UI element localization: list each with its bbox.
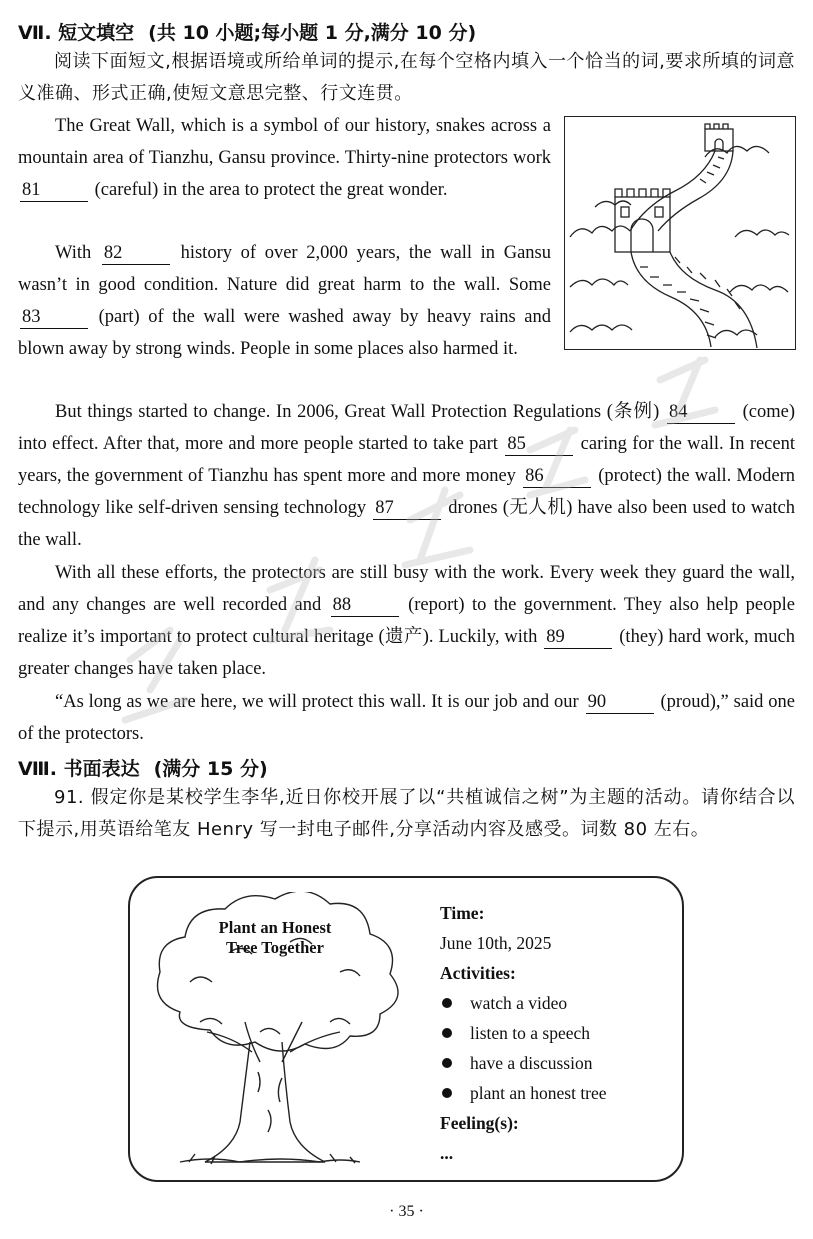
poster-title-line-1: Plant an Honest (218, 918, 332, 937)
blank-89[interactable]: 89 (544, 626, 612, 649)
writing-prompt: 91. 假定你是某校学生李华,近日你校开展了以“共植诚信之树”为主题的活动。请你结合以下提示,用英语给笔友 Henry 写一封电子邮件,分享活动内容及感受。词数 80 左右。 (18, 787, 795, 840)
blank-81[interactable]: 81 (20, 179, 88, 202)
p5-text-2: (proud),” said one of the protectors. (18, 692, 795, 744)
p4-text-1: With all these efforts, the protectors are still busy with the work. Every week they guard the wall, and any changes are well recorded and (18, 563, 795, 615)
p5-text-1: “As long as we are here, we will protect this wall. It is our job and our (55, 692, 584, 712)
p2-text-1: With (55, 243, 100, 263)
p2-text-2: history of over 2,000 years, the wall in Gansu wasn’t in good condition. Nature did great harm to the wall. Some (18, 243, 551, 295)
activity-item (440, 1078, 680, 1108)
section8-heading (18, 754, 268, 781)
section8-title: Ⅷ. 书面表达 (18, 758, 140, 780)
activity-item (440, 1018, 680, 1048)
great-wall-drawing (565, 117, 794, 348)
activity-text: plant an honest tree (470, 1083, 607, 1103)
section7-heading (18, 18, 476, 45)
feelings-label: Feeling(s): (440, 1113, 519, 1133)
page-number: · 35 · (389, 1203, 424, 1220)
activity-text: listen to a speech (470, 1023, 591, 1043)
blank-90[interactable]: 90 (586, 691, 654, 714)
blank-84[interactable]: 84 (667, 401, 735, 424)
p3-text-4: (protect) the wall. Modern technology like self-driven sensing technology (18, 466, 795, 518)
bullet-icon (442, 1058, 452, 1068)
section7-title: Ⅶ. 短文填空 (18, 22, 135, 44)
poster-title (200, 918, 350, 958)
bullet-icon (442, 998, 452, 1008)
passage-paragraph-5 (18, 686, 795, 750)
p3-text-2: (come) into effect. After that, more and more people started to take part (18, 402, 795, 454)
poster-title-line-2: Tree Together (226, 938, 324, 957)
blank-83[interactable]: 83 (20, 306, 88, 329)
time-value: June 10th, 2025 (440, 933, 552, 953)
section8-score: (满分 15 分) (153, 758, 268, 780)
feelings-value: ... (440, 1143, 454, 1163)
passage-paragraph-2 (18, 237, 551, 365)
passage-paragraph-1 (18, 110, 551, 206)
p3-text-3: caring for the wall. In recent years, the government of Tianzhu has spent more and more money (18, 434, 795, 486)
blank-87[interactable]: 87 (373, 497, 441, 520)
blank-82[interactable]: 82 (102, 242, 170, 265)
time-label: Time: (440, 903, 485, 923)
p1-text-1: The Great Wall, which is a symbol of our history, snakes across a mountain area of Tianzhu, Gansu province. Thirty-nine protectors work (18, 116, 551, 168)
p4-text-2: (report) to the government. They also help people realize it’s important to protect cultural heritage (遗产). Luckily, with (18, 595, 795, 647)
p4-text-3: (they) hard work, much greater changes have taken place. (18, 627, 795, 679)
passage-paragraph-4 (18, 557, 795, 685)
blank-85[interactable]: 85 (505, 433, 573, 456)
section7-score: (共 10 小题;每小题 1 分,满分 10 分) (148, 22, 477, 44)
section7-instruction: 阅读下面短文,根据语境或所给单词的提示,在每个空格内填入一个恰当的词,要求所填的词意义准确、形式正确,使短文意思完整、行文连贯。 (18, 51, 795, 104)
p3-text-5: drones (无人机) have also been used to watch the wall. (18, 498, 796, 550)
great-wall-illustration (564, 116, 796, 350)
bullet-icon (442, 1028, 452, 1038)
p3-text-1: But things started to change. In 2006, Great Wall Protection Regulations (条例) (55, 402, 665, 422)
activity-item (440, 1048, 680, 1078)
blank-86[interactable]: 86 (523, 465, 591, 488)
activity-text: have a discussion (470, 1053, 593, 1073)
passage-paragraph-3 (18, 396, 795, 556)
p1-text-2: (careful) in the area to protect the great wonder. (90, 180, 448, 200)
activities-label: Activities: (440, 963, 516, 983)
activity-poster (128, 876, 684, 1182)
activity-item (440, 988, 680, 1018)
poster-info (440, 898, 680, 1168)
p2-text-3: (part) of the wall were washed away by heavy rains and blown away by strong winds. People in some places also harmed it. (18, 307, 551, 359)
activities-list (440, 988, 680, 1108)
bullet-icon (442, 1088, 452, 1098)
blank-88[interactable]: 88 (331, 594, 399, 617)
activity-text: watch a video (470, 993, 568, 1013)
